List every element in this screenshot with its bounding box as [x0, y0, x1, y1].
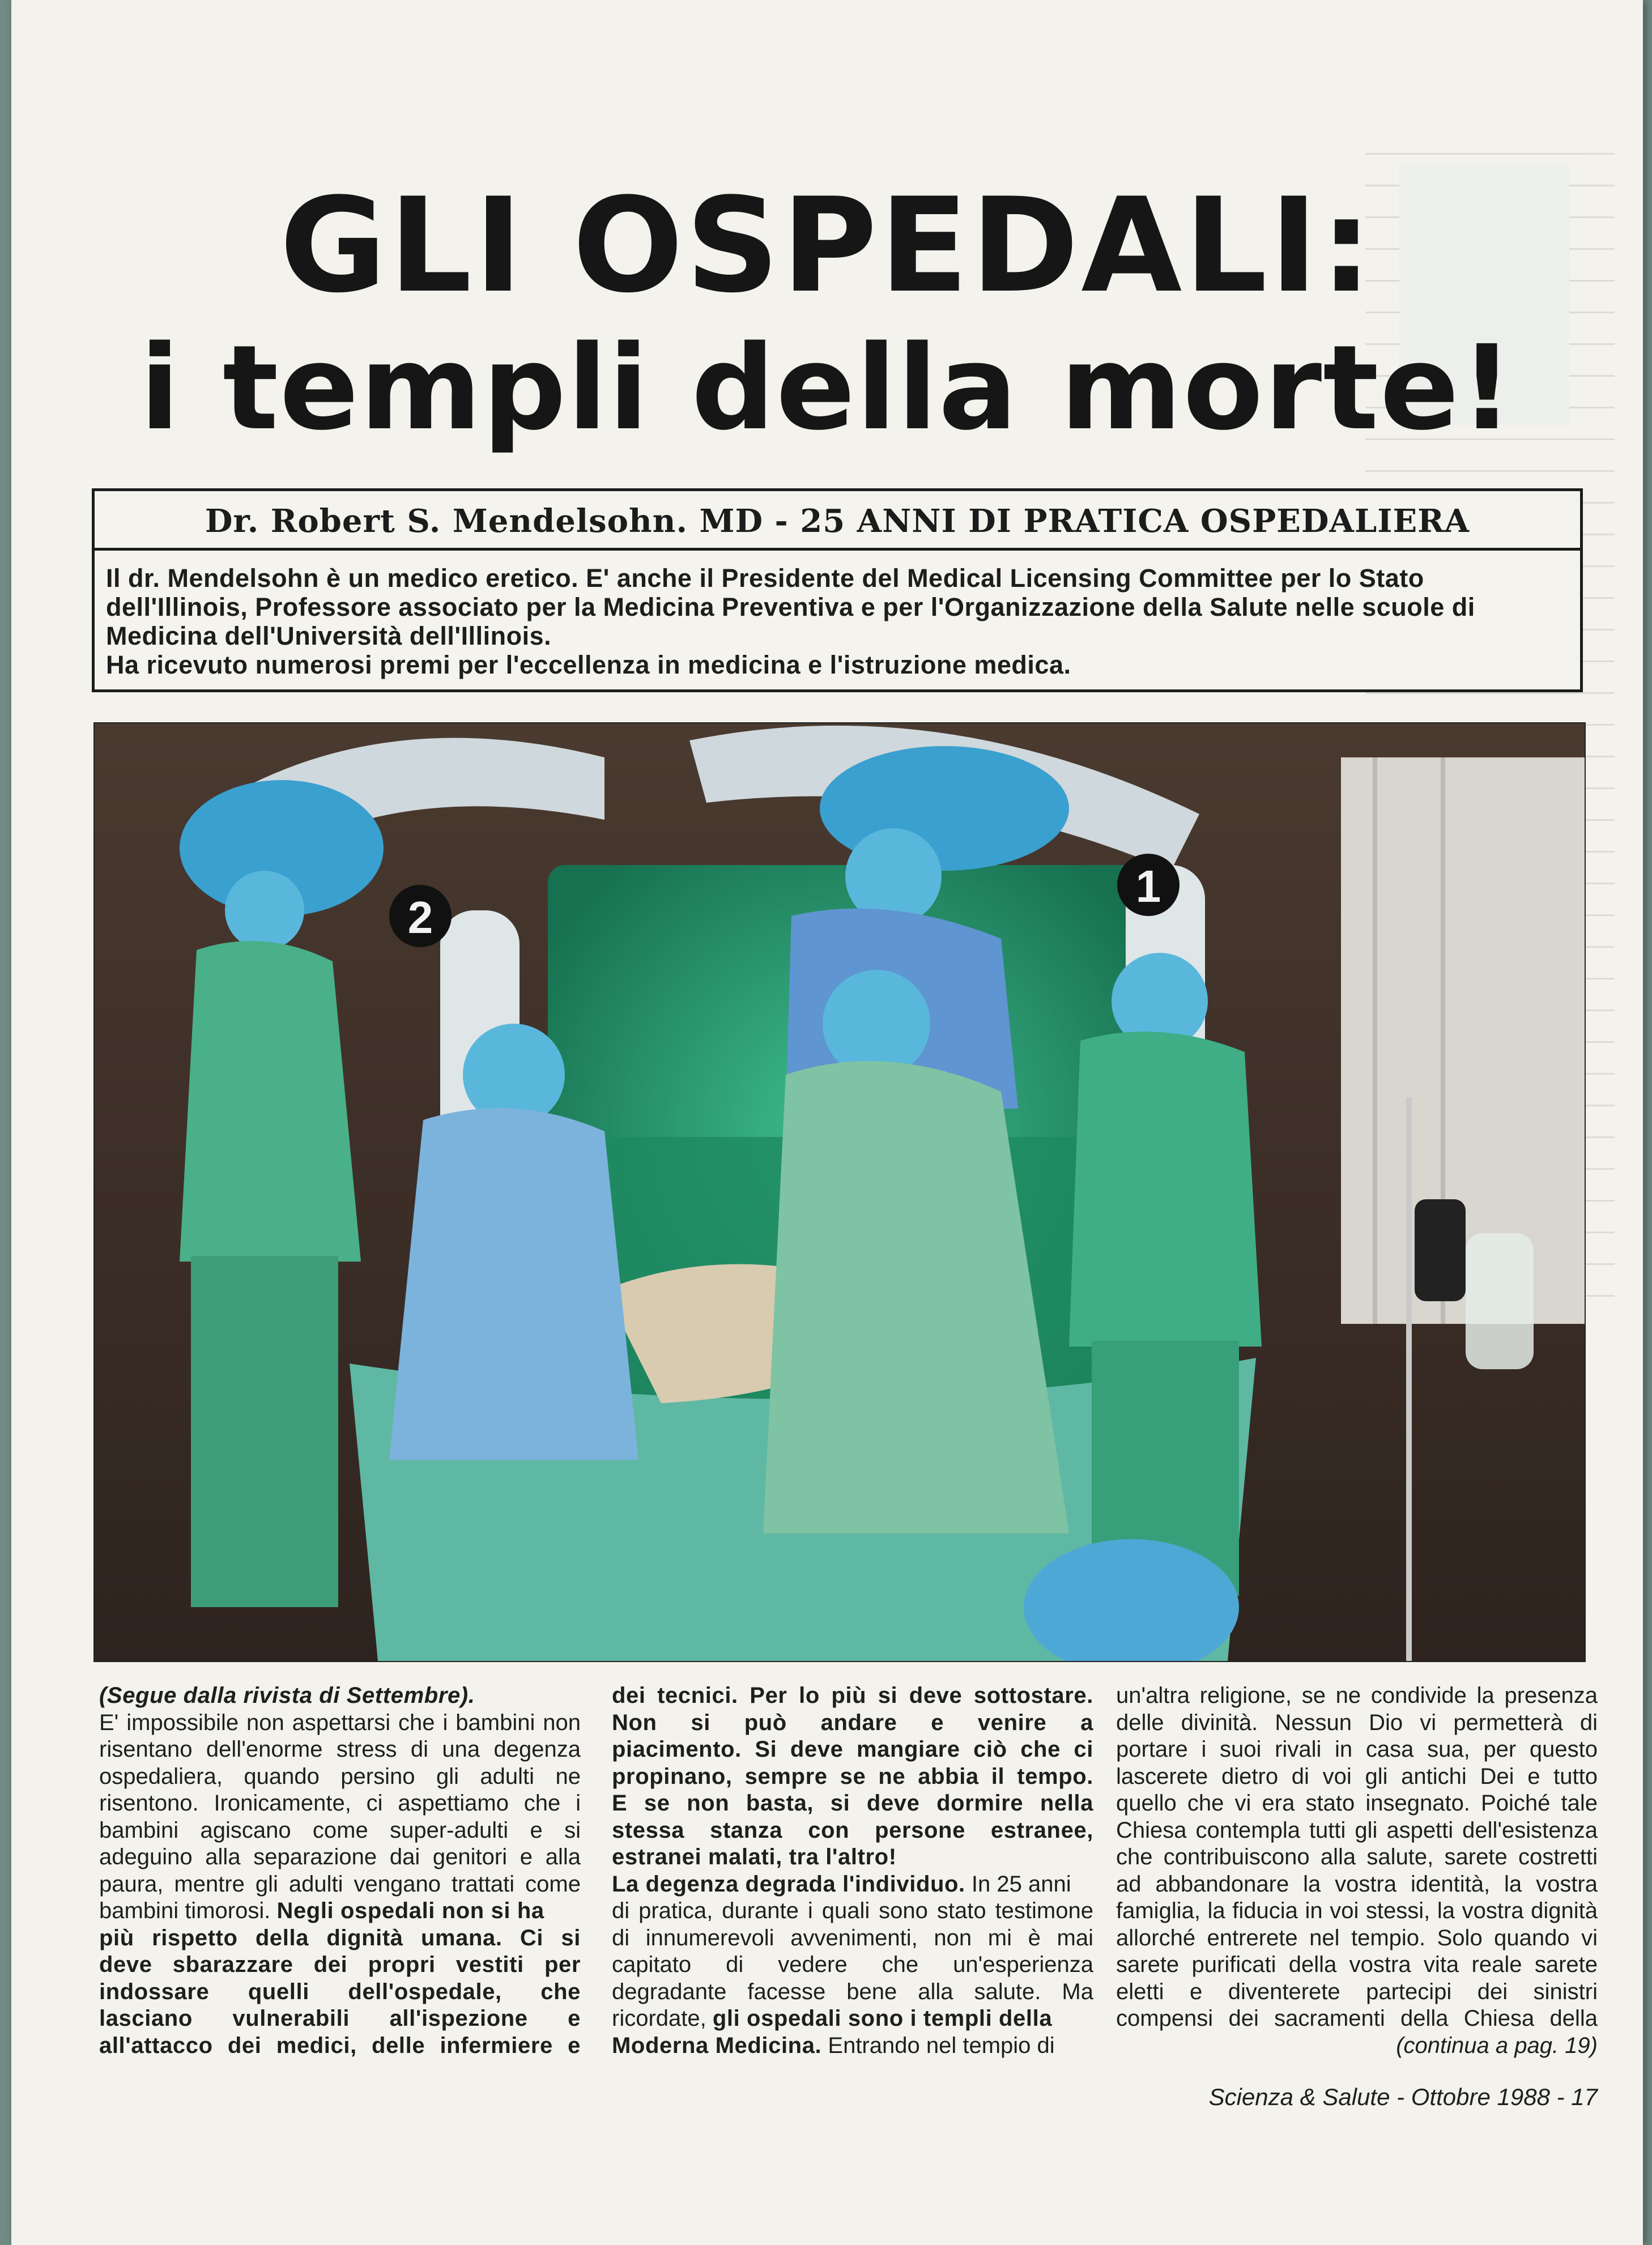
bio-line: Medicina dell'Università dell'Illinois.: [106, 621, 552, 650]
text-line: ad abbandonare la vostra identità, la vostra: [1116, 1871, 1598, 1897]
text-line-bold: all'attacco dei medici, delle infermiere e: [99, 2033, 581, 2058]
text-line-bold: E se non basta, si deve dormire nella: [612, 1791, 1093, 1816]
text-line: capitato di vedere che un'esperienza: [612, 1952, 1093, 1977]
text-line: ospedaliera, quando persino gli adulti ne: [99, 1763, 581, 1789]
text-line: Chiesa contempla tutti gli aspetti dell'esistenza: [1116, 1817, 1598, 1843]
text-line: eletti e diventerete partecipi dei sinistri: [1116, 1979, 1598, 2004]
byline-divider: [95, 548, 1580, 551]
bio-line: dell'Illinois, Professore associato per la Medicina Preventiva e per l'Organizzazione della Salute nelle scuole di: [106, 593, 1475, 621]
surgeon-figure: [1069, 953, 1262, 1596]
text-line: un'altra religione, se ne condivide la presenza: [1116, 1683, 1598, 1708]
text-line-bold: indossare quelli dell'ospedale, che: [99, 1979, 581, 2004]
text-line: adeguino alla separazione dai genitori e alla: [99, 1844, 581, 1869]
continued-on-note: (continua a pag. 19): [1396, 2033, 1598, 2058]
operating-room-photo: [93, 722, 1586, 1662]
text-line-bold: lasciano vulnerabili all'ispezione e: [99, 2006, 581, 2031]
author-info-box: [92, 488, 1583, 692]
text-line-bold: stessa stanza con persone estranee,: [612, 1817, 1093, 1843]
text-line-bold: più rispetto della dignità umana. Ci si: [99, 1925, 581, 1950]
article-column-1: [99, 1682, 581, 2059]
text-line-bold: deve sbarazzare dei propri vestiti per: [99, 1952, 581, 1977]
text-line: di pratica, durante i quali sono stato testimone: [612, 1898, 1093, 1923]
text-line-bold: dei tecnici. Per lo più si deve sottostare.: [612, 1683, 1093, 1708]
surgeon-figure: [180, 871, 361, 1607]
text-line: portare i suoi rivali in casa sua, per questo: [1116, 1737, 1598, 1762]
text-line: quello che vi era stato insegnato. Poiché tale: [1116, 1791, 1598, 1816]
text-run: Entrando nel tempio di: [828, 2033, 1055, 2058]
bio-line: Ha ricevuto numerosi premi per l'eccellenza in medicina e l'istruzione medica.: [106, 650, 1071, 679]
text-line-bold: Non si può andare e venire a: [612, 1710, 1093, 1735]
text-line: paura, mentre gli adulti vengano trattati come: [99, 1871, 581, 1897]
text-line: lascerete dietro di voi gli antichi Dei e tutto: [1116, 1763, 1598, 1789]
text-line-bold: piacimento. Si deve mangiare ciò che ci: [612, 1737, 1093, 1762]
article-column-3: [1116, 1682, 1598, 2059]
continuation-note: (Segue dalla rivista di Settembre).: [99, 1683, 475, 1708]
magazine-page: [11, 0, 1643, 2245]
text-run: In 25 anni: [971, 1871, 1071, 1897]
text-line: allorché entrerete nel tempio. Solo quando vi: [1116, 1925, 1598, 1950]
article-column-2: [612, 1682, 1093, 2059]
light-number-1: 1: [1135, 861, 1161, 911]
text-line-bold: propinano, sempre se ne abbia il tempo.: [612, 1763, 1093, 1789]
text-run-bold: Negli ospedali non si ha: [276, 1898, 544, 1923]
headline-line-2: i templi della morte!: [139, 320, 1515, 456]
text-line: famiglia, la fiducia in voi stessi, la vostra dignità: [1116, 1898, 1598, 1923]
text-line: compensi dei sacramenti della Chiesa della: [1116, 2006, 1598, 2031]
light-number-2: 2: [407, 892, 433, 943]
bio-line: Il dr. Mendelsohn è un medico eretico. E' anche il Presidente del Medical Licensing Committee per lo Stato: [106, 564, 1424, 593]
text-line: bambini agiscano come super-adulti e si: [99, 1817, 581, 1843]
text-line: [99, 1898, 581, 1925]
text-run: ricordate,: [612, 2006, 706, 2031]
text-run-bold: Moderna Medicina.: [612, 2033, 822, 2058]
text-line-bold: estranei malati, tra l'altro!: [612, 1844, 897, 1869]
text-line: di innumerevoli avvenimenti, non mi è mai: [612, 1925, 1093, 1950]
author-bio: [95, 564, 1573, 679]
text-line: che contribuiscono alla salute, sarete costretti: [1116, 1844, 1598, 1869]
text-line: delle divinità. Nessun Dio vi permetterà di: [1116, 1710, 1598, 1735]
text-line: E' impossibile non aspettarsi che i bambini non: [99, 1710, 581, 1735]
page-footer: Scienza & Salute - Ottobre 1988 - 17: [1208, 2084, 1598, 2110]
text-line: risentono. Ironicamente, ci aspettiamo che i: [99, 1791, 581, 1816]
text-line: [612, 2005, 1093, 2033]
text-line: [612, 1871, 1093, 1898]
text-run: bambini timorosi.: [99, 1898, 271, 1923]
text-run-bold: La degenza degrada l'individuo.: [612, 1871, 965, 1897]
text-line: risentano dell'enorme stress di una degenza: [99, 1737, 581, 1762]
text-line: sarete purificati della vostra vita reale sarete: [1116, 1952, 1598, 1977]
text-line: degradante facesse bene alla salute. Ma: [612, 1979, 1093, 2004]
text-line: [612, 2033, 1093, 2060]
author-byline: Dr. Robert S. Mendelsohn. MD - 25 ANNI DI PRATICA OSPEDALIERA: [205, 502, 1470, 540]
text-run-bold: gli ospedali sono i templi della: [712, 2006, 1053, 2031]
headline-line-1: GLI OSPEDALI:: [279, 171, 1375, 322]
